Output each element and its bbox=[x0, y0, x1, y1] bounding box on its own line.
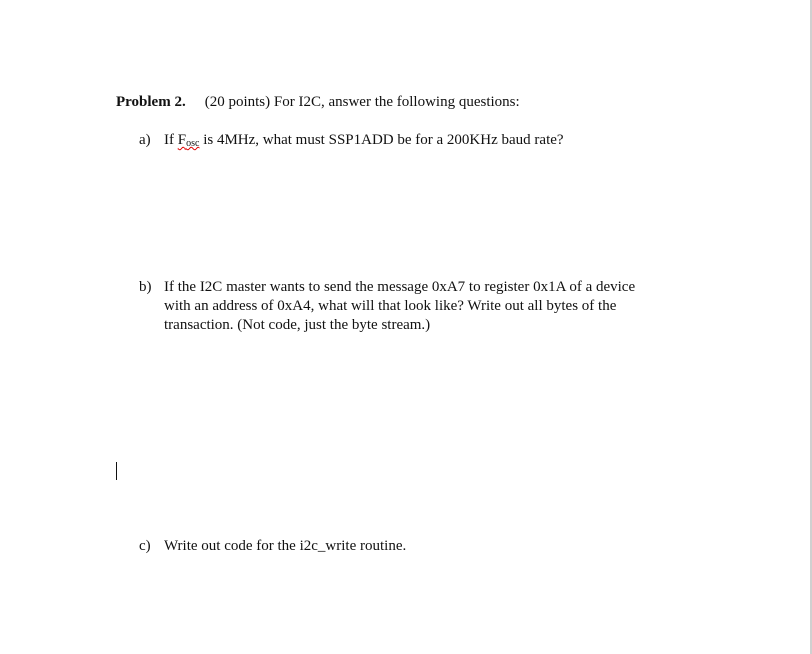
question-a-text-after: is 4MHz, what must SSP1ADD be for a 200KHz baud rate? bbox=[199, 132, 564, 148]
question-b-marker: b) bbox=[139, 279, 152, 295]
problem-heading bbox=[116, 94, 520, 111]
question-b-line-3: transaction. (Not code, just the byte stream.) bbox=[164, 317, 431, 333]
question-b-line-1: If the I2C master wants to send the message 0xA7 to register 0x1A of a device bbox=[164, 279, 636, 295]
question-a-text bbox=[164, 131, 564, 153]
problem-label: Problem 2. bbox=[116, 94, 186, 110]
question-a-text-before: If bbox=[164, 132, 178, 148]
fosc-symbol[interactable] bbox=[178, 132, 200, 148]
question-c-marker: c) bbox=[139, 538, 151, 554]
question-b-line-2: with an address of 0xA4, what will that look like? Write out all bytes of the bbox=[164, 298, 617, 314]
fosc-main: F bbox=[177, 132, 187, 148]
fosc-subscript: osc bbox=[186, 138, 200, 149]
question-c-text: Write out code for the i2c_write routine. bbox=[164, 538, 407, 554]
question-a-marker: a) bbox=[139, 132, 151, 148]
text-cursor bbox=[116, 462, 117, 480]
problem-intro: (20 points) For I2C, answer the following questions: bbox=[204, 94, 520, 110]
question-b-text bbox=[164, 278, 635, 335]
